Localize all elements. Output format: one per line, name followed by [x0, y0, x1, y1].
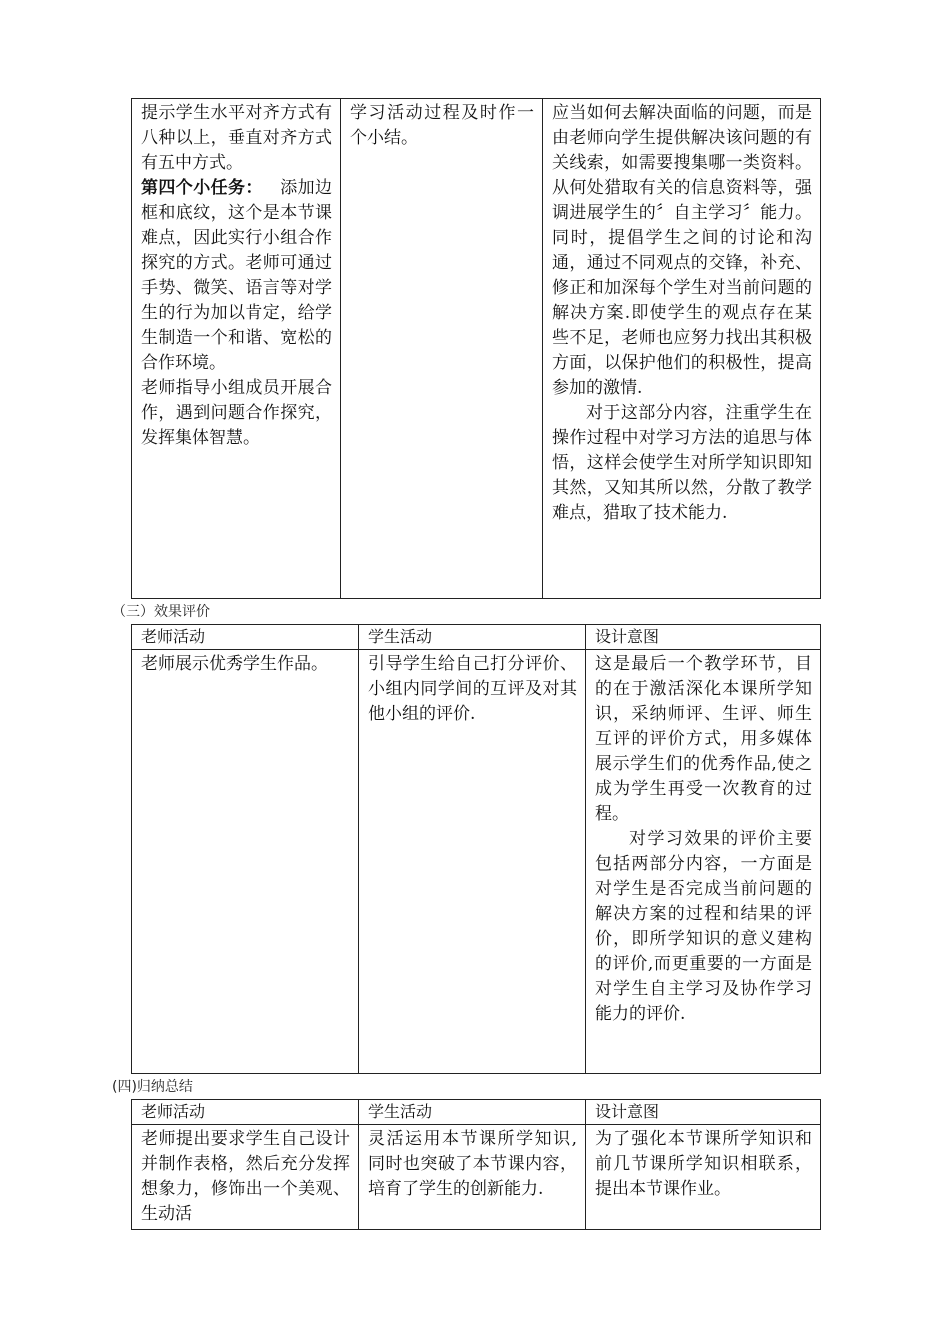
evaluation-table	[131, 624, 821, 1074]
header-student-activity: 学生活动	[359, 625, 586, 650]
table-row	[132, 99, 821, 599]
header-design-intent: 设计意图	[586, 1100, 821, 1125]
task-label: 第四个小任务：	[141, 178, 263, 198]
paragraph: 对于这部分内容，注重学生在操作过程中对学习方法的追思与体悟，这样会使学生对所学知识即知其然，又知其所以然，分散了教学难点，猎取了技术能力.	[552, 403, 812, 523]
teacher-activity-cell	[132, 1125, 359, 1230]
paragraph: 对学习效果的评价主要包括两部分内容，一方面是对学生是否完成当前问题的解决方案的过程和结果的评价，即所学知识的意义建构的评价,而更重要的一方面是对学生自主学习及协作学习能力的评价.	[595, 829, 812, 1024]
design-intent-cell	[586, 650, 821, 1074]
section-heading-4: (四)归纳总结	[112, 1079, 193, 1095]
table-row	[132, 650, 821, 1074]
student-activity-cell	[341, 99, 543, 599]
paragraph: 应当如何去解决面临的问题，而是由老师向学生提供解决该问题的有关线索，如需要搜集哪一类资料。从何处猎取有关的信息资料等，强调进展学生的〞自主学习〞能力。同时，提倡学生之间的讨论和沟通，通过不同观点的交锋，补充、修正和加深每个学生对当前问题的解决方案.即使学生的观点存在某些不足，老师也应努力找出其积极方面，以保护他们的积极性，提高参加的激情.	[552, 103, 812, 398]
paragraph: 学习活动过程及时作一个小结。	[350, 103, 534, 148]
table-header-row	[132, 625, 821, 650]
paragraph: 为了强化本节课所学知识和前几节课所学知识相联系，提出本节课作业。	[595, 1129, 812, 1199]
design-intent-cell	[586, 1125, 821, 1230]
paragraph	[141, 176, 332, 376]
header-student-activity: 学生活动	[359, 1100, 586, 1125]
student-activity-cell	[359, 1125, 586, 1230]
activity-table-continued	[131, 98, 821, 599]
teacher-activity-cell	[132, 650, 359, 1074]
teacher-activity-cell	[132, 99, 341, 599]
student-activity-cell	[359, 650, 586, 1074]
paragraph: 这是最后一个教学环节，目的在于激活深化本课所学知识，采纳师评、生评、师生互评的评价方式，用多媒体展示学生们的优秀作品,使之成为学生再受一次教育的过程。	[595, 654, 812, 824]
table-header-row	[132, 1100, 821, 1125]
header-design-intent: 设计意图	[586, 625, 821, 650]
summary-table	[131, 1099, 821, 1230]
table-row	[132, 1125, 821, 1230]
paragraph: 老师展示优秀学生作品。	[141, 654, 328, 674]
paragraph: 老师提出要求学生自己设计并制作表格，然后充分发挥想象力，修饰出一个美观、生动活	[141, 1129, 350, 1224]
header-teacher-activity: 老师活动	[132, 625, 359, 650]
section-heading-3: （三）效果评价	[112, 604, 210, 620]
paragraph: 老师指导小组成员开展合作，遇到问题合作探究，发挥集体智慧。	[141, 378, 332, 448]
paragraph: 引导学生给自己打分评价、小组内同学间的互评及对其他小组的评价.	[368, 654, 577, 724]
task-text: 添加边框和底纹，这个是本节课难点，因此实行小组合作探究的方式。老师可通过手势、微笑、语言等对学生的行为加以肯定，给学生制造一个和谐、宽松的合作环境。	[141, 178, 333, 373]
paragraph: 提示学生水平对齐方式有八种以上，垂直对齐方式有五中方式。	[141, 103, 332, 173]
design-intent-cell	[543, 99, 821, 599]
header-teacher-activity: 老师活动	[132, 1100, 359, 1125]
paragraph: 灵活运用本节课所学知识,同时也突破了本节课内容，培育了学生的创新能力.	[368, 1129, 577, 1199]
